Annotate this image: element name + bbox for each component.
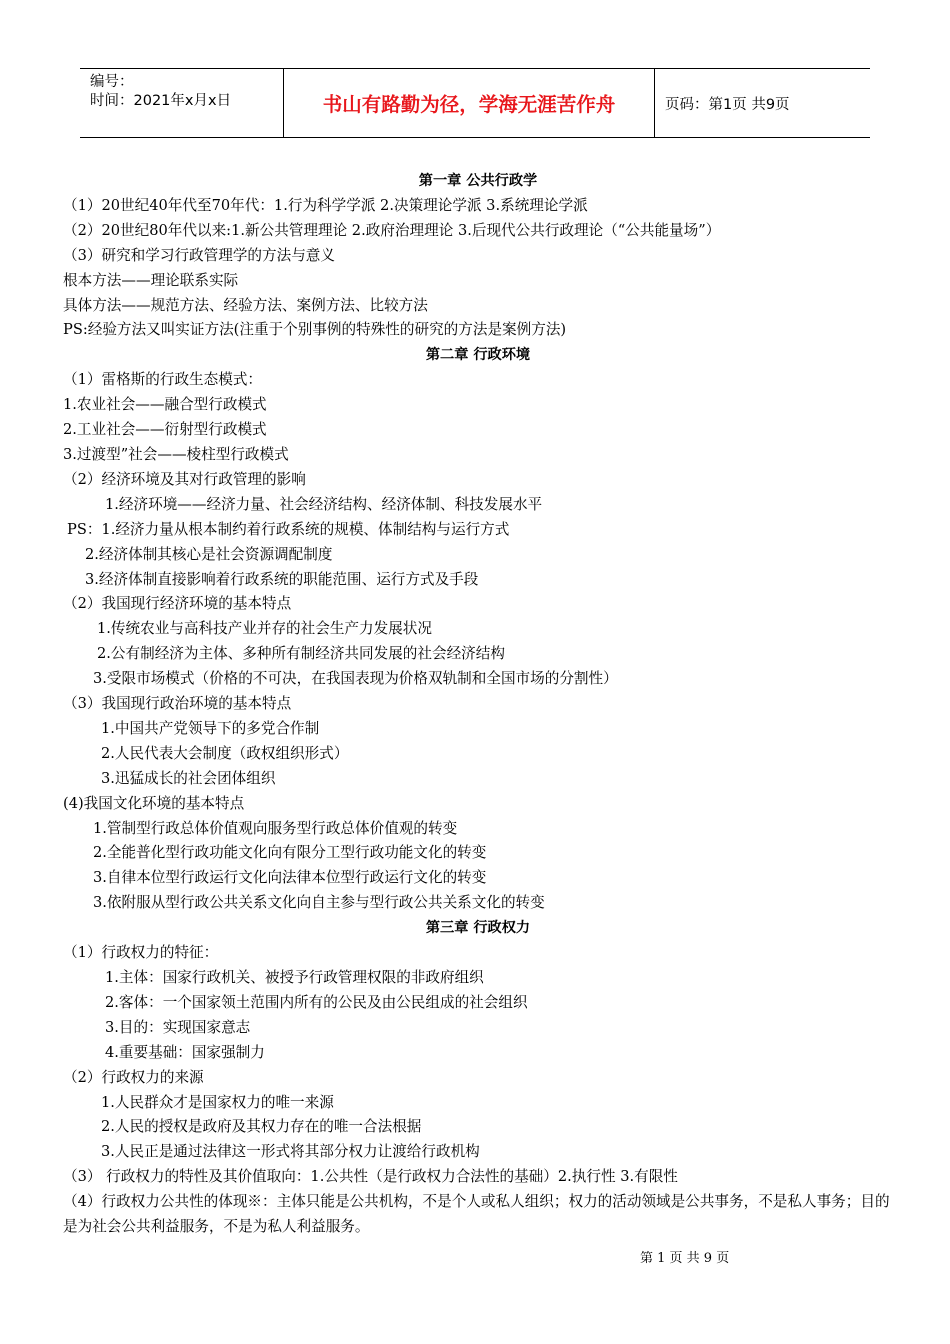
text-line: （2）行政权力的来源 bbox=[63, 1068, 204, 1086]
document-header bbox=[80, 68, 870, 138]
text-line: 2.人民代表大会制度（政权组织形式） bbox=[101, 744, 349, 762]
text-line: 1.经济环境——经济力量、社会经济结构、经济体制、科技发展水平 bbox=[105, 495, 543, 513]
document-body bbox=[63, 169, 893, 1240]
text-line: 3.迅猛成长的社会团体组织 bbox=[101, 769, 276, 787]
text-line: （1）20世纪40年代至70年代：1.行为科学学派 2.决策理论学派 3.系统理论学派 bbox=[63, 196, 588, 214]
text-line: （2）我国现行经济环境的基本特点 bbox=[63, 595, 292, 613]
text-line: 4.重要基础：国家强制力 bbox=[105, 1043, 265, 1061]
text-line: 3.受限市场模式（价格的不可决，在我国表现为价格双轨制和全国市场的分割性） bbox=[93, 670, 618, 688]
text-line: 1.传统农业与高科技产业并存的社会生产力发展状况 bbox=[97, 620, 432, 638]
document-date-label: 时间：2021年x月x日 bbox=[90, 93, 232, 109]
text-line: 1.人民群众才是国家权力的唯一来源 bbox=[101, 1093, 334, 1111]
text-line: （4）行政权力公共性的体现※：主体只能是公共机构，不是个人或私人组织；权力的活动领域是公共事务，不是私人事务；目的是为社会公共利益服务，不是为私人利益服务。 bbox=[63, 1193, 890, 1236]
text-line: (4)我国文化环境的基本特点 bbox=[63, 794, 245, 812]
text-line: 1.主体：国家行政机关、被授予行政管理权限的非政府组织 bbox=[105, 969, 484, 986]
text-line: 3.经济体制直接影响着行政系统的职能范围、运行方式及手段 bbox=[85, 570, 479, 588]
text-line: （3）研究和学习行政管理学的方法与意义 bbox=[63, 246, 335, 264]
page-footer: 第 1 页 共 9 页 bbox=[640, 1251, 730, 1266]
text-line: 3.过渡型”社会——棱柱型行政模式 bbox=[63, 445, 289, 463]
chapter-heading: 第一章 公共行政学 bbox=[418, 173, 538, 189]
text-line: 2.公有制经济为主体、多种所有制经济共同发展的社会经济结构 bbox=[97, 645, 505, 663]
text-line: （2）20世纪80年代以来:1.新公共管理理论 2.政府治理理论 3.后现代公共行政理论（“公共能量场”） bbox=[63, 221, 721, 239]
text-line: 3.依附服从型行政公共关系文化向自主参与型行政公共关系文化的转变 bbox=[93, 894, 545, 912]
chapter-heading: 第三章 行政权力 bbox=[425, 920, 531, 937]
text-line: 3.人民正是通过法律这一形式将其部分权力让渡给行政机构 bbox=[101, 1143, 480, 1161]
text-line: 1.中国共产党领导下的多党合作制 bbox=[101, 719, 320, 737]
text-line: （1）雷格斯的行政生态模式： bbox=[63, 371, 263, 389]
text-line: PS：1.经济力量从根本制约着行政系统的规模、体制结构与运行方式 bbox=[67, 520, 510, 538]
header-motto: 书山有路勤为径，学海无涯苦作舟 bbox=[284, 69, 655, 137]
text-line: （3）我国现行政治环境的基本特点 bbox=[63, 695, 292, 713]
text-line: PS:经验方法又叫实证方法(注重于个别事例的特殊性的研究的方法是案例方法) bbox=[63, 321, 567, 339]
text-line: （2）经济环境及其对行政管理的影响 bbox=[63, 470, 306, 488]
header-page-label: 页码：第1页 共9页 bbox=[665, 96, 790, 113]
text-line: 2.人民的授权是政府及其权力存在的唯一合法根据 bbox=[101, 1118, 422, 1136]
text-line: （3） 行政权力的特性及其价值取向：1.公共性（是行政权力合法性的基础）2.执行性 3.有限性 bbox=[63, 1168, 678, 1186]
text-line: 3.目的：实现国家意志 bbox=[105, 1018, 251, 1036]
text-line: 2.全能普化型行政功能文化向有限分工型行政功能文化的转变 bbox=[93, 844, 487, 862]
text-line: 根本方法——理论联系实际 bbox=[63, 271, 239, 289]
text-line: 1.管制型行政总体价值观向服务型行政总体价值观的转变 bbox=[93, 819, 458, 837]
chapter-heading: 第二章 行政环境 bbox=[425, 347, 531, 364]
text-line: 具体方法——规范方法、经验方法、案例方法、比较方法 bbox=[63, 296, 428, 314]
text-line: 2.工业社会——衍射型行政模式 bbox=[63, 421, 267, 439]
document-number-label: 编号： bbox=[90, 74, 134, 90]
text-line: 2.客体：一个国家领土范围内所有的公民及由公民组成的社会组织 bbox=[105, 993, 528, 1011]
text-line: （1）行政权力的特征： bbox=[63, 944, 219, 962]
text-line: 1.农业社会——融合型行政模式 bbox=[63, 396, 267, 414]
text-line: 2.经济体制其核心是社会资源调配制度 bbox=[85, 545, 333, 563]
text-line: 3.自律本位型行政运行文化向法律本位型行政运行文化的转变 bbox=[93, 869, 487, 887]
header-left-cell bbox=[80, 69, 284, 137]
